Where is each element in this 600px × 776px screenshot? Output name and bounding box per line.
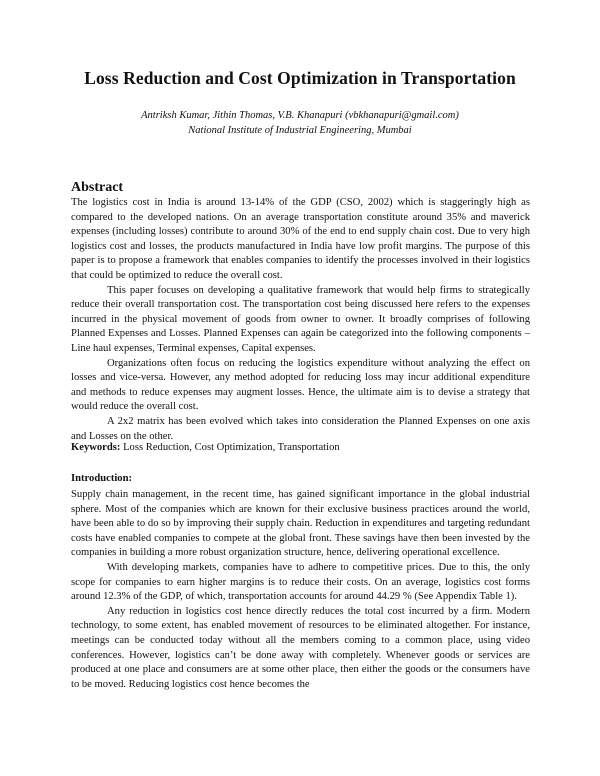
- author-affiliation: National Institute of Industrial Engineering, Mumbai: [188, 125, 412, 136]
- author-names: Antriksh Kumar, Jithin Thomas, V.B. Khanapuri (vbkhanapuri@gmail.com): [141, 110, 459, 121]
- keywords-text: Loss Reduction, Cost Optimization, Transportation: [120, 442, 340, 453]
- abstract-paragraph: A 2x2 matrix has been evolved which takes into consideration the Planned Expenses on one axis and Losses on the other.: [71, 415, 530, 442]
- abstract-heading: Abstract: [71, 180, 124, 195]
- abstract-paragraph: The logistics cost in India is around 13-14% of the GDP (CSO, 2002) which is staggeringly high as compared to the developed nations. On an average transportation constitute around 35% and maverick expenses (including losses) contribute to around 30% of the end to end supply chain cost. Due to very high logistics cost and losses, the products manufactured in India have low profit margins. The purpose of this paper is to propose a framework that enables companies to identify the processes involved in their logistics that could be optimized to reduce the overall cost.: [71, 197, 530, 281]
- introduction-paragraph: Any reduction in logistics cost hence directly reduces the total cost incurred by a firm. Modern technology, to some extent, has enabled movement of resources to be eliminated altogether. For instance, meetings can be conducted today without all the members coming to a common place, using video conferences. However, logistics can’t be done away with completely. Whenever goods or services are produced at one place and consumers are at some other place, then either the goods or the consumers have to be moved. Reducing logistics cost hence becomes the: [71, 605, 530, 690]
- introduction-paragraph: Supply chain management, in the recent time, has gained significant importance in the global industrial sphere. Most of the companies which are known for their exclusive business practices around the world, have been able to do so by improving their supply chain. Reduction in expenditures and targeting redundant costs have enabled companies to compete at the global front. These savings have then been invested by the companies in building a more robust organization structure, hence, delivering operational excellence.: [71, 489, 530, 559]
- introduction-paragraph: With developing markets, companies have to adhere to competitive prices. Due to this, the only scope for companies to earn higher margins is to reduce their costs. On an average, logistics cost forms around 12.3% of the GDP, of which, transportation accounts for around 44.29 % (See Appendix Table 1).: [71, 561, 530, 603]
- abstract-paragraph: This paper focuses on developing a qualitative framework that would help firms to strategically reduce their overall transportation cost. The transportation cost being discussed here refers to the expenses incurred in the physical movement of goods from owner to owner. It broadly comprises of following Planned Expenses and Losses. Planned Expenses can again be categorized into the following components – Line haul expenses, Terminal expenses, Capital expenses.: [71, 284, 530, 354]
- keywords-line: [71, 442, 530, 453]
- paper-title: Loss Reduction and Cost Optimization in Transportation: [84, 68, 516, 88]
- abstract-body: [71, 196, 530, 444]
- abstract-paragraph: Organizations often focus on reducing the logistics expenditure without analyzing the effect on losses and vice-versa. However, any method adopted for reducing loss may incur additional expenditure and methods to reduce expenses may augment losses. Hence, the ultimate aim is to devise a strategy that would reduce the overall cost.: [71, 357, 530, 413]
- author-block: [0, 108, 600, 138]
- introduction-heading: Introduction:: [71, 473, 133, 484]
- keywords-label: Keywords:: [71, 442, 121, 453]
- introduction-body: [71, 488, 530, 692]
